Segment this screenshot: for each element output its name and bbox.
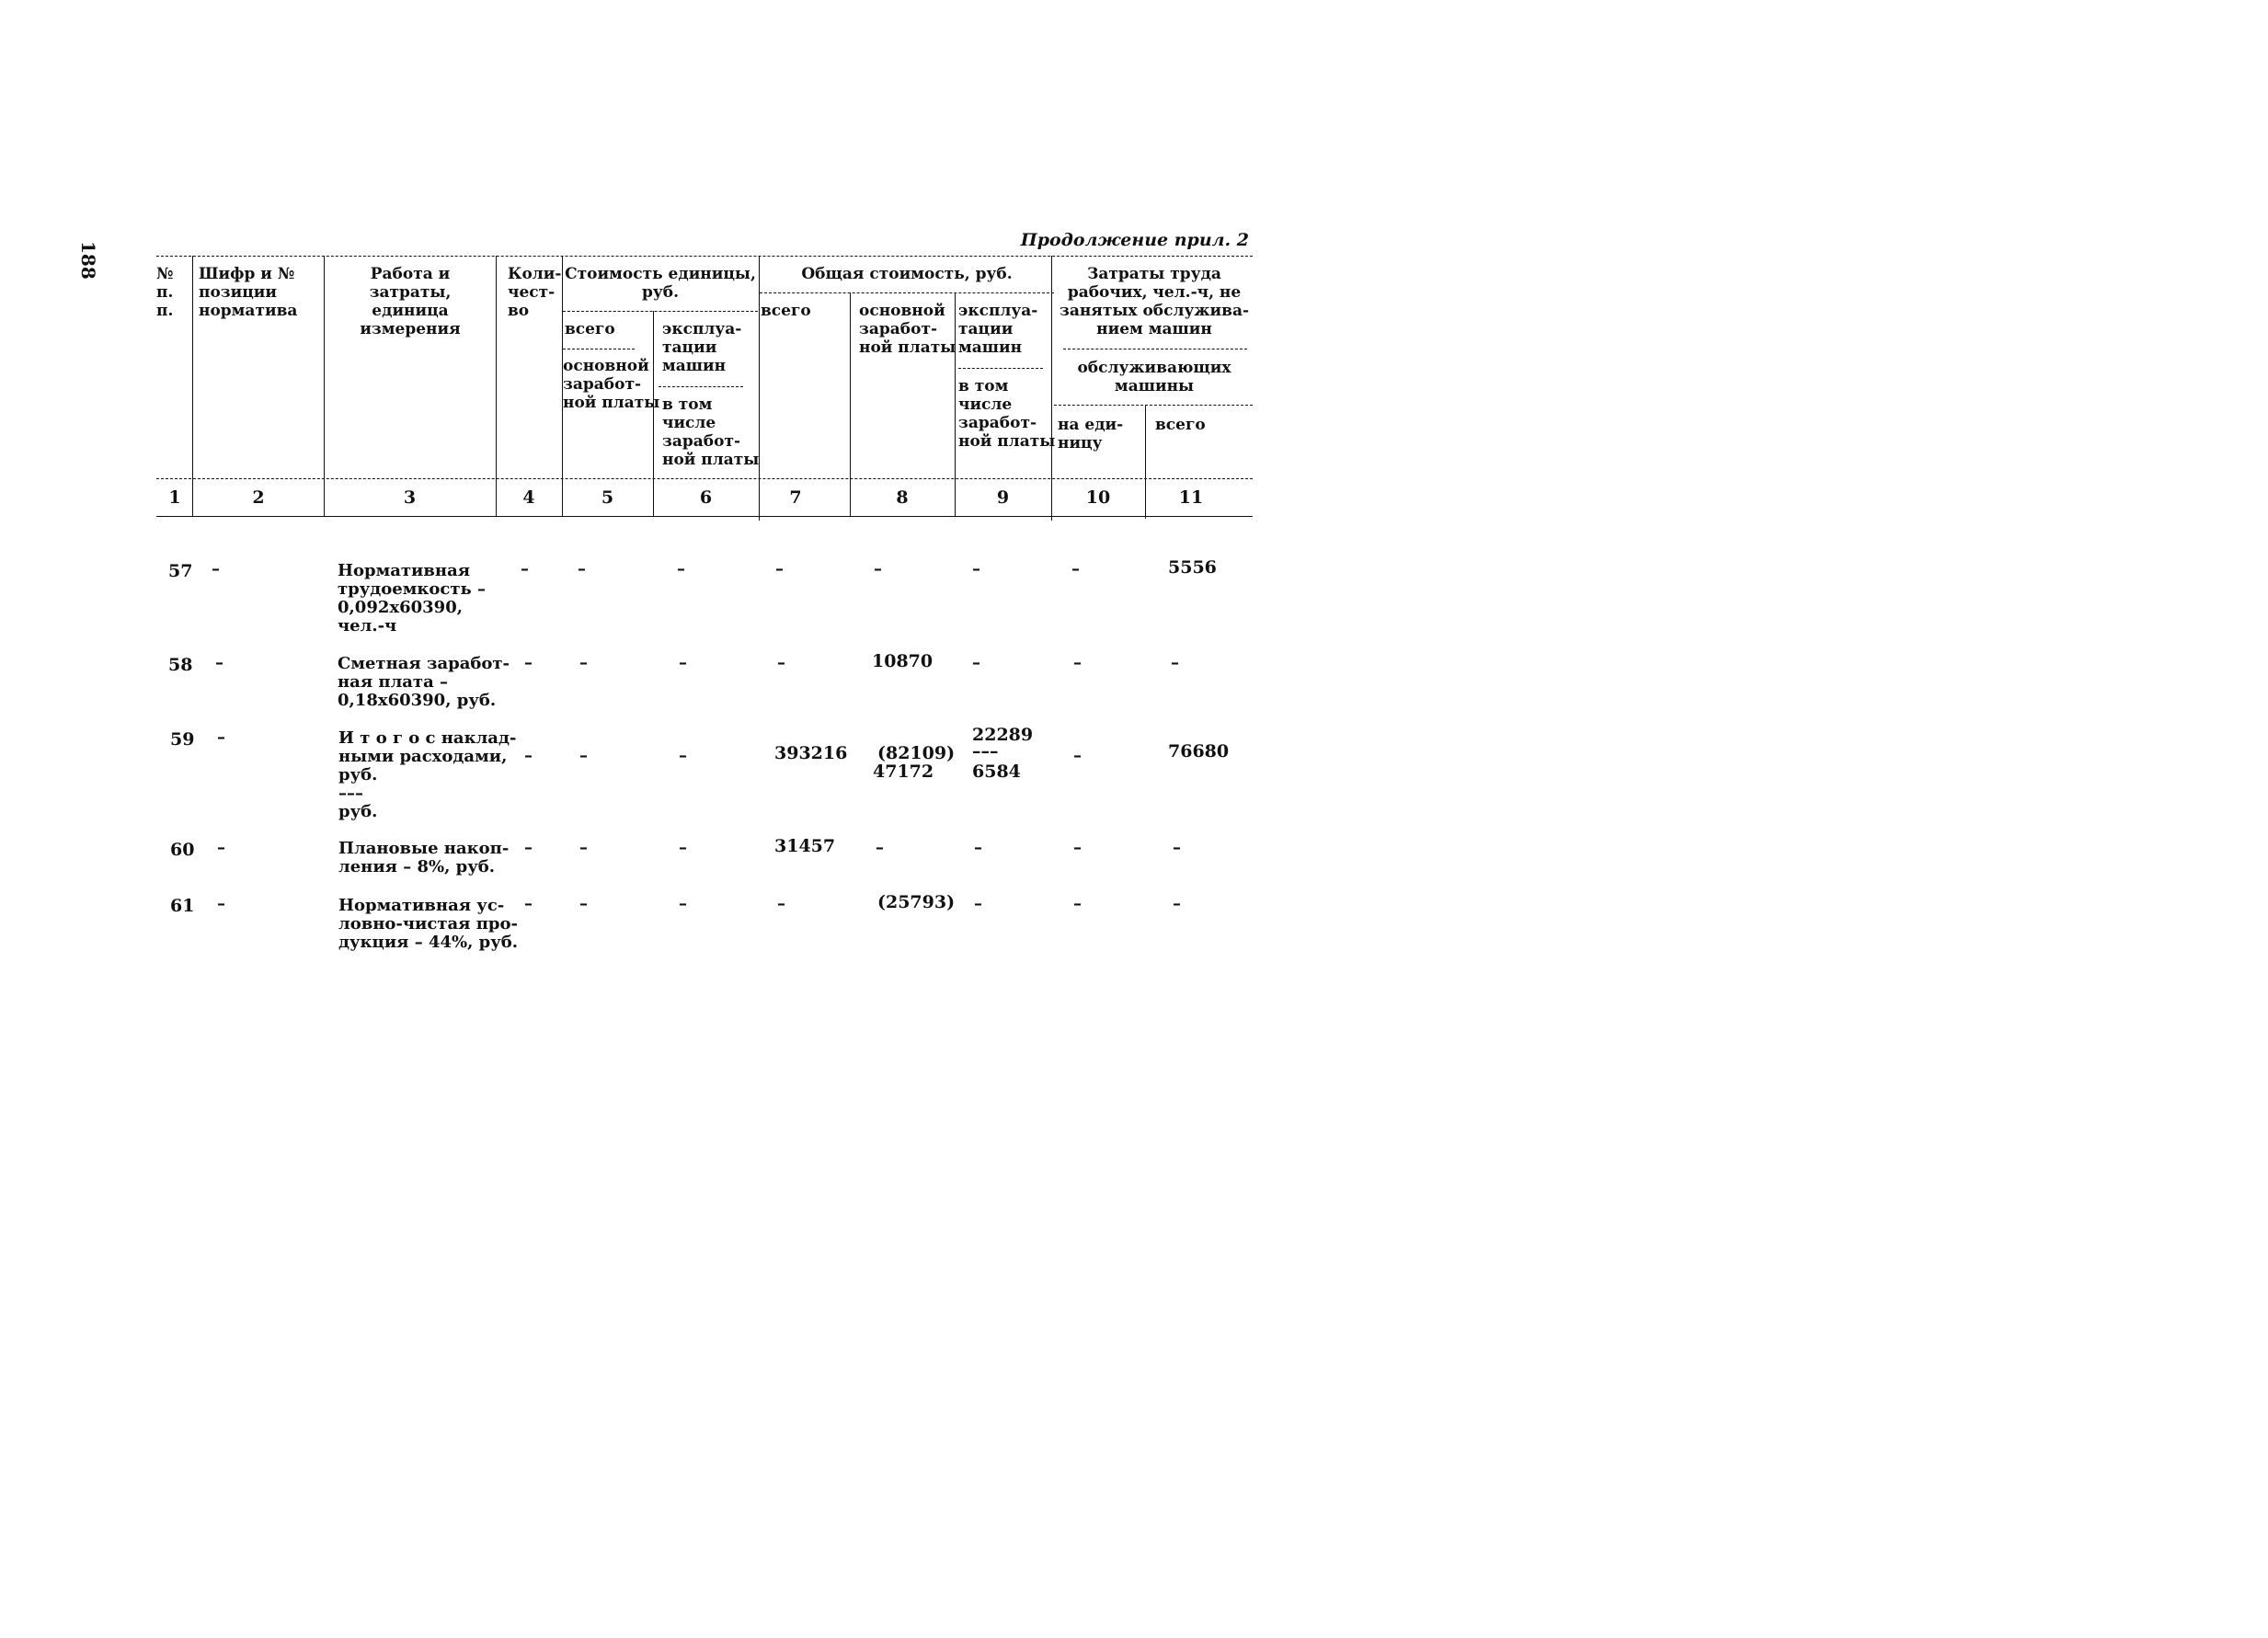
cell-total-wage: 10870 [872, 651, 934, 671]
cell-unit-machines: – [679, 653, 687, 672]
cell-fraction-separator: ––– [972, 741, 999, 762]
cell-labor-unit: – [1073, 746, 1082, 765]
cell-total-wage-reference: (82109) [877, 743, 956, 763]
row-description: Сметная заработ- ная плата – 0,18х60390, руб. [338, 654, 510, 710]
column-number: 3 [403, 487, 417, 508]
row-description: Нормативная ус- ловно-чистая про- дукция – 44%, руб. [338, 896, 519, 952]
row-code: – [217, 838, 225, 857]
cell-quantity: – [524, 838, 533, 857]
column-number: 2 [252, 487, 265, 508]
header-labor: Затраты труда рабочих, чел.-ч, не занятых обслужива- нием машин [1059, 265, 1250, 338]
cell-unit-total: – [579, 653, 588, 672]
cell-quantity: – [524, 894, 533, 913]
cell-total-machines: – [974, 838, 982, 857]
cell-total: – [777, 653, 785, 672]
cell-unit-total: – [578, 559, 586, 578]
row-number: 57 [168, 561, 193, 581]
cell-unit-machines: – [679, 746, 687, 765]
header-total-cost-machines-wage: в том числе заработ- ной платы [958, 377, 1056, 451]
cell-labor-unit: – [1073, 653, 1082, 672]
cell-unit-machines: – [679, 894, 687, 913]
row-number: 60 [170, 840, 195, 860]
cell-total: 393216 [774, 743, 848, 763]
cell-total-wage: – [876, 838, 884, 857]
cell-unit-total: – [579, 746, 588, 765]
cell-labor-total: 76680 [1168, 741, 1230, 762]
row-description: Плановые накоп- ления – 8%, руб. [338, 839, 510, 876]
column-number: 11 [1178, 487, 1204, 508]
cell-quantity: – [524, 653, 533, 672]
column-number: 1 [168, 487, 181, 508]
header-unit-cost-wage: основной заработ- ной платы [563, 357, 660, 412]
cell-labor-total: – [1171, 653, 1179, 672]
header-total-cost: Общая стоимость, руб. [801, 265, 1013, 283]
header-total-cost-machines: эксплуа- тации машин [958, 302, 1038, 357]
cell-total: – [777, 894, 785, 913]
cell-total-wage: 47172 [873, 762, 934, 782]
row-code: – [217, 727, 225, 747]
cell-total-machines: – [972, 559, 980, 578]
header-unit-cost-machines: эксплуа- тации машин [662, 320, 742, 375]
cell-labor-total: 5556 [1168, 557, 1217, 578]
row-description: Нормативная трудоемкость – 0,092х60390, чел.-ч [338, 561, 486, 636]
cell-labor-unit: – [1073, 894, 1082, 913]
row-number: 61 [170, 896, 195, 916]
column-number: 8 [896, 487, 909, 508]
row-code: – [217, 894, 225, 913]
cell-total-machines: – [974, 894, 982, 913]
cell-labor-unit: – [1071, 559, 1080, 578]
header-quantity: Коли- чест- во [508, 265, 562, 320]
header-unit-cost-machines-wage: в том числе заработ- ной платы [662, 395, 760, 469]
cell-labor-total: – [1173, 838, 1181, 857]
cell-unit-total: – [579, 894, 588, 913]
column-number: 5 [601, 487, 614, 508]
cell-unit-machines: – [677, 559, 685, 578]
column-number: 6 [699, 487, 713, 508]
header-total-cost-total: всего [761, 302, 811, 320]
row-code: – [215, 653, 223, 672]
header-row-number: № п. п. [156, 265, 174, 320]
cell-total-machines: – [972, 653, 980, 672]
header-total-cost-wage: основной заработ- ной платы [859, 302, 956, 357]
column-number: 10 [1085, 487, 1111, 508]
cell-total: – [775, 559, 784, 578]
cell-unit-machines: – [679, 838, 687, 857]
header-labor-machines: обслуживающих машины [1077, 359, 1231, 395]
row-number: 58 [168, 655, 193, 675]
cell-labor-total: – [1173, 894, 1181, 913]
cell-labor-unit: – [1073, 838, 1082, 857]
cell-total-machines-wage: 6584 [972, 762, 1021, 782]
page-number: 188 [77, 241, 99, 280]
column-number: 7 [789, 487, 802, 508]
row-code: – [212, 559, 220, 578]
row-number: 59 [170, 729, 195, 750]
cell-total-machines: 22289 [972, 725, 1034, 745]
cell-quantity: – [521, 559, 529, 578]
column-number: 4 [522, 487, 535, 508]
header-labor-total: всего [1155, 416, 1206, 434]
continuation-note: Продолжение прил. 2 [1020, 230, 1249, 250]
header-unit-cost: Стоимость единицы, руб. [565, 265, 756, 302]
cell-quantity: – [524, 746, 533, 765]
header-code: Шифр и № позиции норматива [199, 265, 298, 320]
row-description: И т о г о с наклад- ными расходами, руб. ––– руб. [338, 728, 517, 821]
column-number: 9 [996, 487, 1010, 508]
cell-unit-total: – [579, 838, 588, 857]
cell-total-wage: – [874, 559, 882, 578]
header-work: Работа и затраты, единица измерения [360, 265, 461, 338]
cell-total-wage: (25793) [877, 892, 956, 912]
header-unit-cost-total: всего [565, 320, 615, 338]
header-labor-per-unit: на еди- ницу [1058, 416, 1124, 452]
cell-total: 31457 [774, 836, 836, 856]
